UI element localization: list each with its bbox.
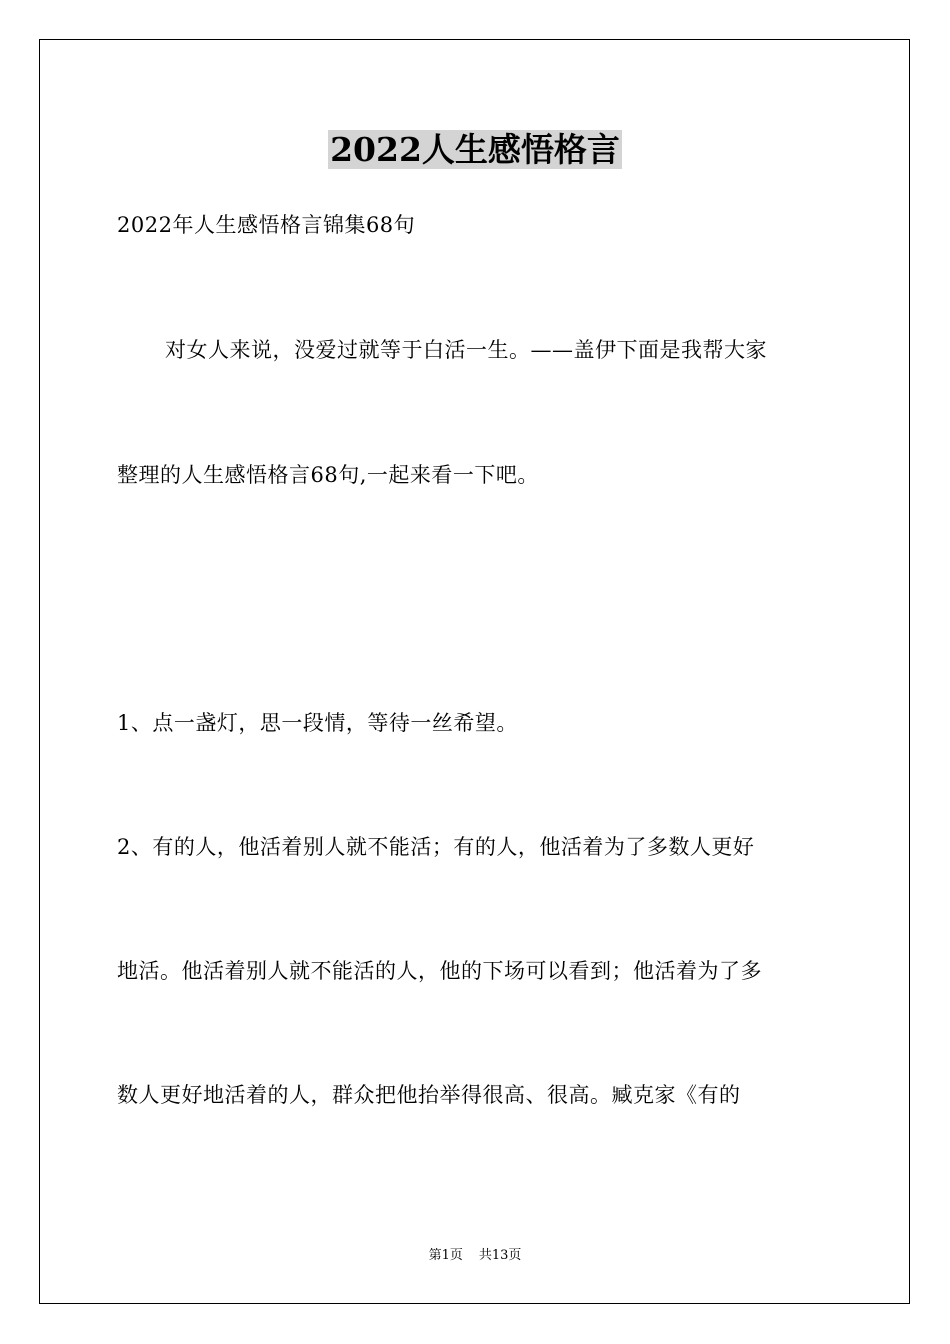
page-footer — [0, 1247, 950, 1265]
page-number-current: 第1页 — [428, 1248, 463, 1263]
paragraph-line: 数人更好地活着的人，群众把他抬举得很高、很高。臧克家《有的 — [117, 1083, 741, 1107]
paragraph-line: 对女人来说，没爱过就等于白活一生。——盖伊下面是我帮大家 — [165, 338, 767, 362]
page-number-total: 共13页 — [478, 1248, 522, 1263]
paragraph-line: 地活。他活着别人就不能活的人，他的下场可以看到；他活着为了多 — [117, 959, 762, 983]
paragraph-line: 整理的人生感悟格言68句,一起来看一下吧。 — [117, 463, 539, 487]
document-title-text: 2022人生感悟格言 — [330, 130, 620, 169]
paragraph-line: 1、点一盏灯，思一段情，等待一丝希望。 — [117, 711, 518, 735]
document-title — [0, 128, 950, 172]
document-subtitle: 2022年人生感悟格言锦集68句 — [117, 213, 416, 237]
paragraph-line: 2、有的人，他活着别人就不能活；有的人，他活着为了多数人更好 — [117, 835, 755, 859]
